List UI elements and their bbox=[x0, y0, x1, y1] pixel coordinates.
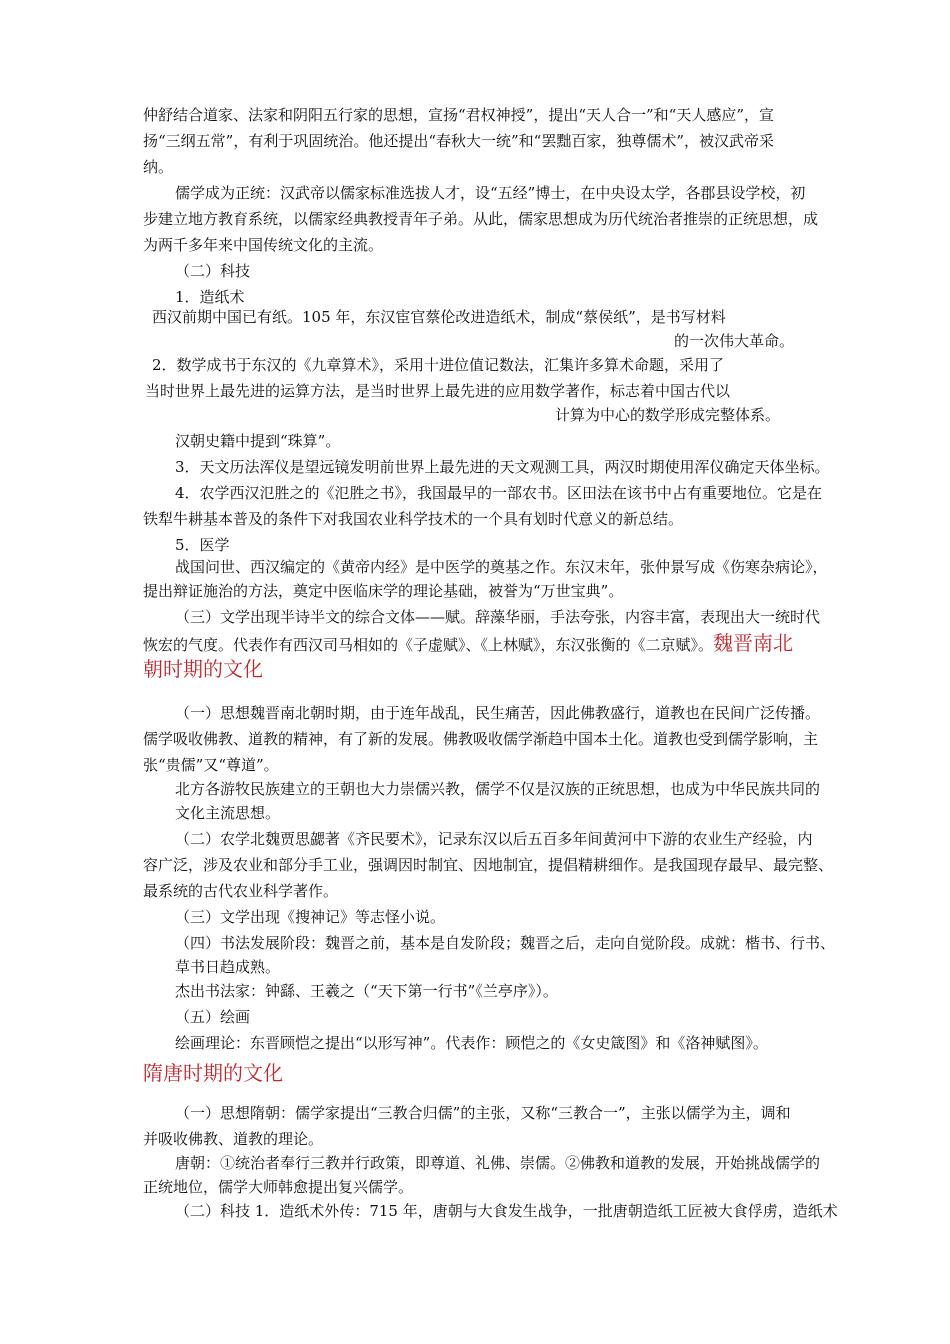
text-line: 战国问世、西汉编定的《黄帝内经》是中医学的奠基之作。东汉末年，张仲景写成《伤寒杂病论》， bbox=[175, 558, 828, 576]
text-line: 铁犁牛耕基本普及的条件下对我国农业科学技术的一个具有划时代意义的新总结。 bbox=[143, 510, 684, 528]
text-line: 草书日趋成熟。 bbox=[175, 958, 281, 976]
text-line: 扬“三纲五常”，有利于巩固统治。他还提出“春秋大一统”和“罢黜百家，独尊儒术”，被汉武帝采 bbox=[143, 132, 775, 150]
text-line: 5．医学 bbox=[175, 536, 230, 554]
text-line: 张“贵儒”又“尊道”。 bbox=[143, 756, 279, 774]
text-line: 2．数学成书于东汉的《九章算术》，采用十进位值记数法，汇集许多算术命题，采用了 bbox=[152, 356, 725, 374]
text-line: 儒学成为正统：汉武帝以儒家标准选拔人才，设“五经”博士，在中央设太学，各郡县设学校，初 bbox=[175, 184, 806, 202]
text-line: 并吸收佛教、道教的理论。 bbox=[143, 1130, 324, 1148]
text-line: 文化主流思想。 bbox=[175, 804, 281, 822]
text-line: 3．天文历法浑仪是望远镜发明前世界上最先进的天文观测工具，两汉时期使用浑仪确定天体坐标。 bbox=[175, 458, 830, 476]
text-line: 儒学吸收佛教、道教的精神，有了新的发展。佛教吸收儒学渐趋中国本土化。道教也受到儒学影响，主 bbox=[143, 730, 819, 748]
text-line: （一）思想隋朝：儒学家提出“三教合归儒”的主张，又称“三教合一”，主张以儒学为主，调和 bbox=[175, 1104, 791, 1122]
text-line: （一）思想魏晋南北朝时期，由于连年战乱，民生痛苦，因此佛教盛行，道教也在民间广泛传播。 bbox=[175, 704, 821, 722]
text-line: 的一次伟大革命。 bbox=[674, 332, 795, 350]
text-line-main: 恢宏的气度。代表作有西汉司马相如的《子虚赋》、《上林赋》，东汉张衡的《二京赋》。 bbox=[143, 636, 714, 654]
text-line: 杰出书法家：钟繇、王羲之（“天下第一行书”《兰亭序》）。 bbox=[175, 982, 558, 1000]
text-line: 绘画理论：东晋顾恺之提出“以形写神”。代表作：顾恺之的《女史箴图》和《洛神赋图》。 bbox=[175, 1034, 768, 1052]
text-line: （三）文学出现半诗半文的综合文体——赋。辞藻华丽，手法夸张，内容丰富，表现出大一统时代 bbox=[175, 608, 821, 626]
text-line: 为两千多年来中国传统文化的主流。 bbox=[143, 236, 384, 254]
text-line: 正统地位，儒学大师韩愈提出复兴儒学。 bbox=[143, 1178, 414, 1196]
section-heading: 隋唐时期的文化 bbox=[143, 1061, 283, 1085]
text-line: 西汉前期中国已有纸。105 年，东汉宦官蔡伦改进造纸术，制成“蔡侯纸”，是书写材料 bbox=[152, 308, 726, 326]
text-line: 计算为中心的数学形成完整体系。 bbox=[555, 406, 781, 424]
text-line: （三）文学出现《搜神记》等志怪小说。 bbox=[175, 908, 446, 926]
text-line: 仲舒结合道家、法家和阴阳五行家的思想，宣扬“君权神授”，提出“天人合一”和“天人感应”，宣 bbox=[143, 106, 775, 124]
section-heading: 朝时期的文化 bbox=[143, 657, 263, 681]
section-heading-inline: 魏晋南北 bbox=[713, 631, 794, 655]
section-subheading: （五）绘画 bbox=[175, 1008, 251, 1026]
text-line: 汉朝史籍中提到“珠算”。 bbox=[175, 432, 341, 450]
text-line: 提出辩证施治的方法，奠定中医临床学的理论基础，被誉为“万世宝典”。 bbox=[143, 582, 624, 600]
text-line: 步建立地方教育系统，以儒家经典教授青年子弟。从此，儒家思想成为历代统治者推崇的正统思想，成 bbox=[143, 210, 819, 228]
text-line: 容广泛，涉及农业和部分手工业，强调因时制宜、因地制宜，提倡精耕细作。是我国现存最早、最完整、 bbox=[143, 856, 834, 874]
text-line: 当时世界上最先进的运算方法，是当时世界上最先进的应用数学著作，标志着中国古代以 bbox=[145, 382, 731, 400]
text-line bbox=[143, 633, 793, 655]
text-line: 北方各游牧民族建立的王朝也大力崇儒兴教，儒学不仅是汉族的正统思想，也成为中华民族共同的 bbox=[175, 780, 821, 798]
text-line: （二）科技 1．造纸术外传：715 年，唐朝与大食发生战争，一批唐朝造纸工匠被大食俘虏，造纸术 bbox=[175, 1202, 838, 1220]
text-line: 最系统的古代农业科学著作。 bbox=[143, 882, 339, 900]
text-line: 1．造纸术 bbox=[175, 288, 245, 306]
text-line: （四）书法发展阶段：魏晋之前，基本是自发阶段；魏晋之后，走向自觉阶段。成就：楷书、行书、 bbox=[175, 934, 836, 952]
text-line: （二）农学北魏贾思勰著《齐民要术》，记录东汉以后五百多年间黄河中下游的农业生产经验，内 bbox=[175, 830, 813, 848]
text-line: 4．农学西汉氾胜之的《氾胜之书》，我国最早的一部农书。区田法在该书中占有重要地位。它是在 bbox=[175, 484, 823, 502]
text-line: 纳。 bbox=[143, 158, 174, 176]
section-subheading: （二）科技 bbox=[175, 262, 251, 280]
text-line: 唐朝：①统治者奉行三教并行政策，即尊道、礼佛、崇儒。②佛教和道教的发展，开始挑战儒学的 bbox=[175, 1154, 821, 1172]
